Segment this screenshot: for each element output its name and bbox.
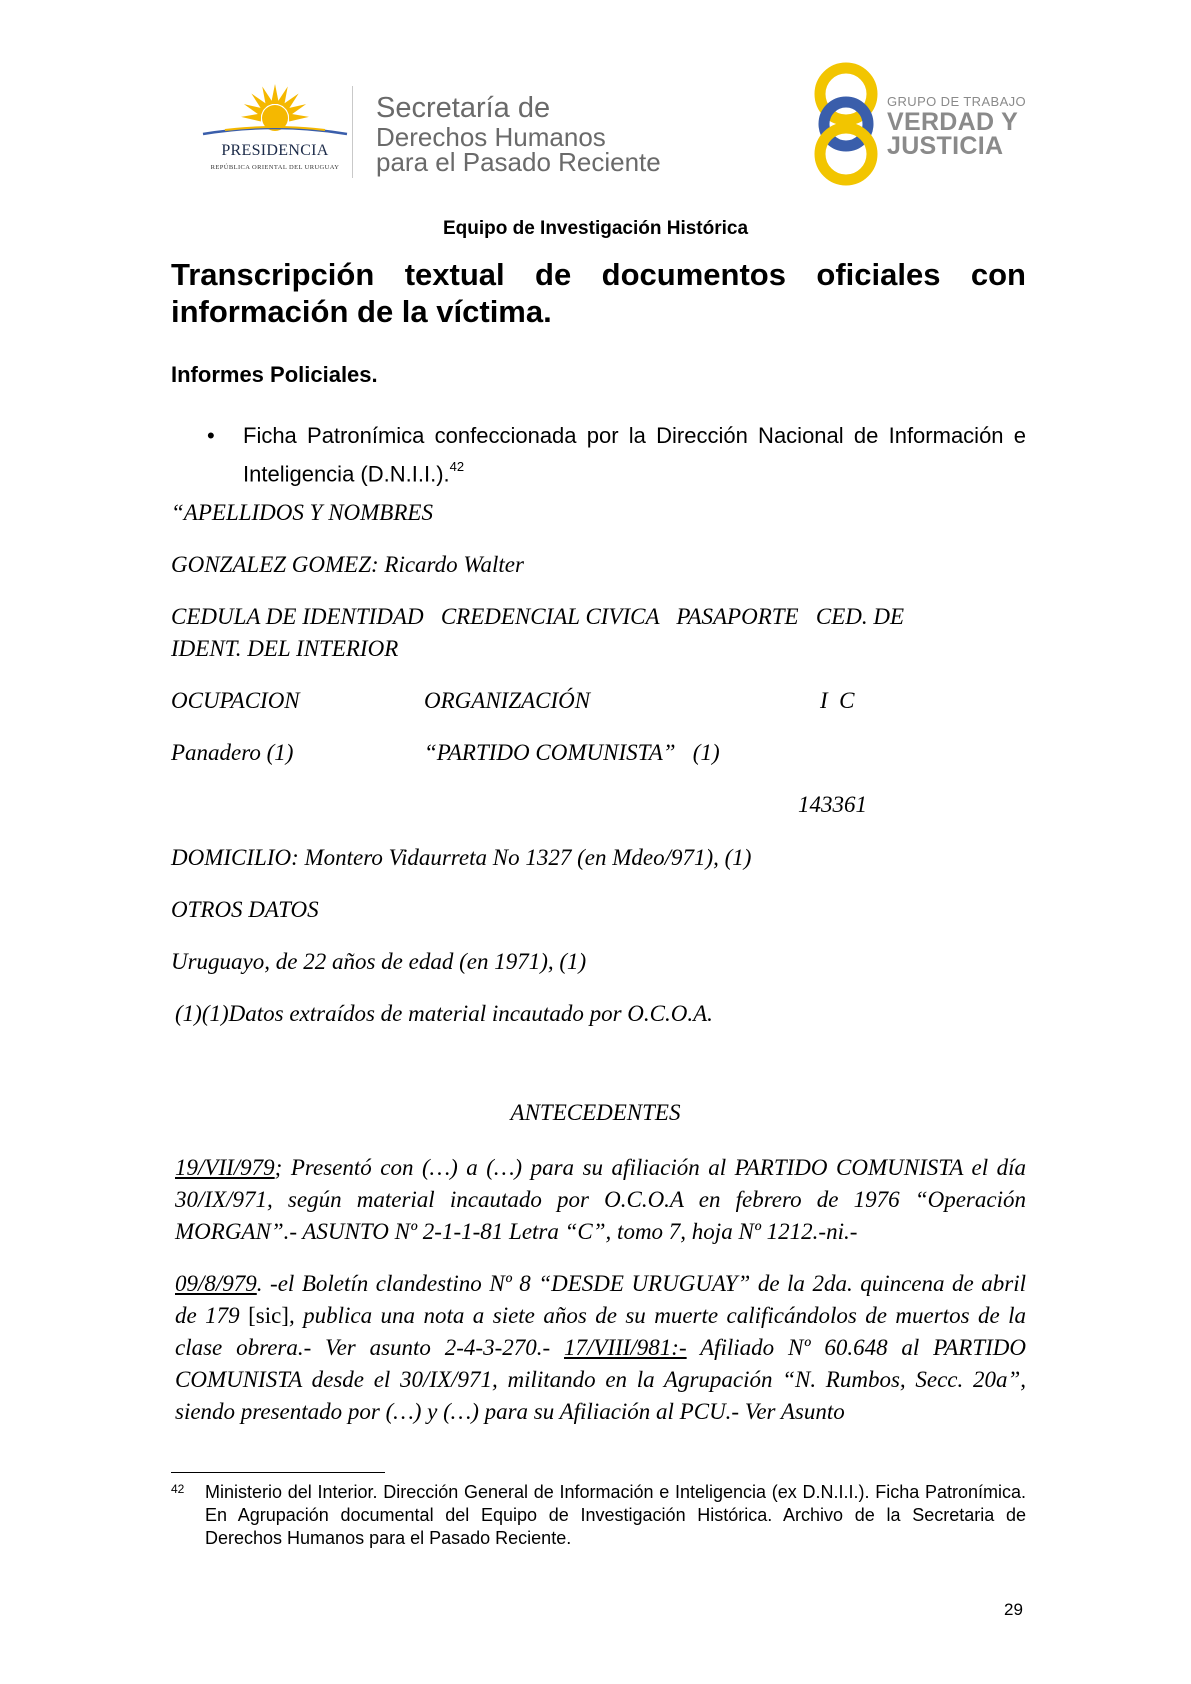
footnote-number: 42 (171, 1482, 185, 1496)
ocupacion-label: OCUPACION (171, 688, 300, 713)
header-divider (352, 86, 353, 178)
id-headers-line1: CEDULA DE IDENTIDAD CREDENCIAL CIVICA PASAPORTE CED. DE (171, 604, 905, 629)
person-name: GONZALEZ GOMEZ: Ricardo Walter (171, 552, 524, 577)
ic-label: I C (820, 688, 855, 713)
bullet-marker: • (207, 423, 215, 448)
organizacion-label: ORGANIZACIÓN (424, 688, 591, 713)
sic-marker: [sic] (248, 1303, 289, 1328)
antecedentes-title: ANTECEDENTES (510, 1100, 681, 1125)
source-note: (1)(1)Datos extraídos de material incautado por O.C.O.A. (175, 1001, 713, 1026)
antecedente-text: ; Presentó con (…) a (…) para su afiliación al PARTIDO COMUNISTA el día 30/IX/971, según material incautado por O.C.O.A en febrero de 1976 “Operación MORGAN”.- ASUNTO Nº 2-1-1-81 Letra “C”, tomo 7, hoja Nº 1212.-ni.- (175, 1155, 1026, 1244)
secretaria-line3: para el Pasado Reciente (376, 147, 661, 177)
unit-label: Equipo de Investigación Histórica (442, 218, 749, 239)
domicilio: DOMICILIO: Montero Vidaurreta No 1327 (en Mdeo/971), (1) (171, 845, 752, 870)
apellidos-label: “APELLIDOS Y NOMBRES (171, 500, 433, 525)
bullet-item (243, 419, 1026, 490)
footnote-text: Ministerio del Interior. Dirección General de Información e Inteligencia (ex D.N.I.I.). Ficha Patronímica. En Agrupación documental del Equipo de Investigación Histórica. Archivo de la Secretaria de Derechos Humanos para el Pasado Reciente. (205, 1482, 1026, 1548)
presidencia-logo (195, 84, 355, 174)
presidencia-name: PRESIDENCIA (221, 142, 329, 159)
antecedente-text: Afiliado Nº 60.648 al PARTIDO COMUNISTA desde el 30/IX/971, militando en la Agrupación “N. Rumbos, Secc. 20a”, siendo presentado por (…) y (…) para su Afiliación al PCU.- Ver Asunto (175, 1335, 1026, 1424)
antecedente-paragraph-1 (175, 1152, 1026, 1248)
secretaria-line2: Derechos Humanos (376, 122, 606, 152)
section-heading: Informes Policiales. (171, 362, 378, 387)
antecedente-date: 09/8/979 (175, 1271, 257, 1296)
grupo-line3: JUSTICIA (887, 132, 1004, 160)
antecedente-text: , publica una nota a siete años de su muerte calificándolos de muertos de la clase obrera.- Ver asunto 2-4-3-270.- (175, 1303, 1026, 1360)
grupo-line2: VERDAD Y (887, 108, 1019, 136)
grupo-line1: GRUPO DE TRABAJO (887, 94, 1027, 109)
bullet-text: Ficha Patronímica confeccionada por la Dirección Nacional de Información e Inteligencia (D.N.I.I.). (243, 423, 1026, 487)
sun-icon (195, 84, 355, 144)
ocupacion-value: Panadero (1) (171, 740, 294, 765)
otros-datos-value: Uruguayo, de 22 años de edad (en 1971), (1) (171, 949, 587, 974)
id-headers-line2: IDENT. DEL INTERIOR (171, 636, 399, 661)
footnote-ref[interactable]: 42 (449, 459, 465, 474)
footnote-separator (171, 1472, 385, 1473)
organizacion-value: “PARTIDO COMUNISTA” (1) (424, 740, 720, 765)
antecedente-text: . -el Boletín clandestino Nº 8 “DESDE URUGUAY” de la 2da. quincena de abril de 179 (175, 1271, 1026, 1328)
otros-datos-label: OTROS DATOS (171, 897, 319, 922)
antecedente-date: 17/VIII/981:- (564, 1335, 687, 1360)
ic-value: 143361 (798, 792, 867, 817)
secretaria-line1: Secretaría de (376, 92, 551, 124)
page-number: 29 (1004, 1600, 1023, 1619)
antecedente-paragraph-2 (175, 1268, 1026, 1428)
antecedente-date: 19/VII/979 (175, 1155, 275, 1180)
presidencia-subtitle: REPÚBLICA ORIENTAL DEL URUGUAY (210, 164, 340, 171)
document-title: Transcripción textual de documentos oficiales con información de la víctima. (171, 257, 1026, 329)
